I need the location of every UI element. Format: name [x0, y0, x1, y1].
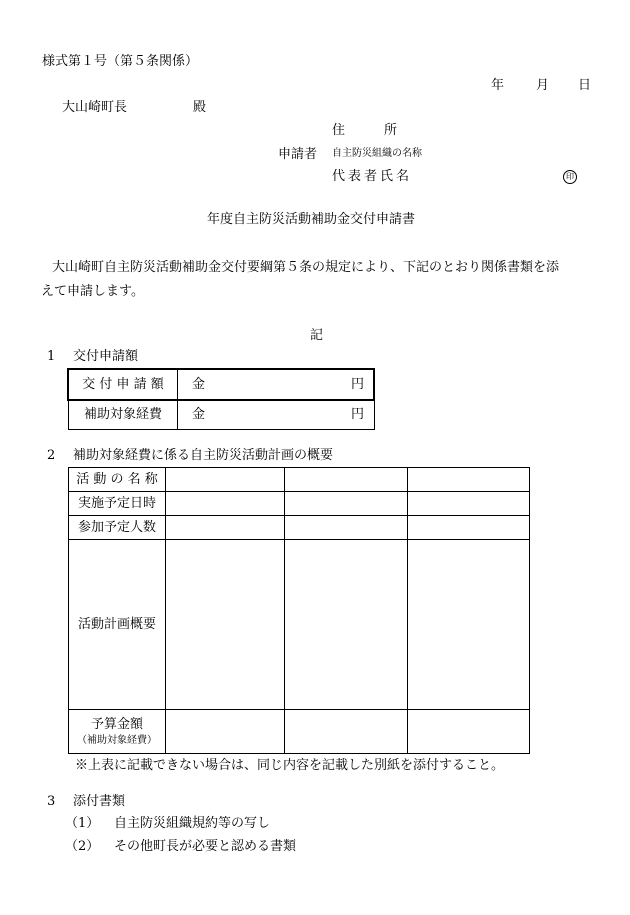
section2-title: 補助対象経費に係る自主防災活動計画の概要 [73, 448, 334, 463]
participants-cell-1[interactable] [166, 516, 285, 540]
activity-name-cell-1[interactable] [166, 468, 285, 492]
amount-unit: 円 [350, 377, 364, 392]
activity-name-cell-3[interactable] [408, 468, 530, 492]
table-row [69, 540, 530, 710]
attachment-1-number: （1） [65, 816, 100, 831]
date-year: 年 [491, 78, 505, 93]
activity-name-cell-2[interactable] [285, 468, 408, 492]
expense-prefix: 金 [192, 407, 206, 422]
participants-cell-2[interactable] [285, 516, 408, 540]
addressee-name: 大山崎町長 [62, 100, 128, 115]
document-title: 年度自主防災活動補助金交付申請書 [207, 212, 416, 227]
section1-title: 交付申請額 [73, 349, 139, 364]
section3-number: 3 [47, 794, 56, 809]
applicant-org-label: 自主防災組織の名称 [332, 148, 422, 159]
budget-cell-1[interactable] [166, 710, 285, 754]
table-note: ※上表に記載できない場合は、同じ内容を記載した別紙を添付すること。 [75, 758, 505, 773]
addressee-honorific: 殿 [193, 100, 207, 115]
plan-summary-cell-3[interactable] [408, 540, 530, 710]
scheduled-date-cell-2[interactable] [285, 492, 408, 516]
expense-unit: 円 [350, 407, 364, 422]
attachment-2-text: その他町長が必要と認める書類 [114, 839, 297, 854]
section3-title: 添付書類 [73, 794, 126, 809]
application-amount-table [68, 369, 375, 430]
section2-number: 2 [47, 448, 56, 463]
scheduled-date-cell-3[interactable] [408, 492, 530, 516]
scheduled-date-cell-1[interactable] [166, 492, 285, 516]
table-row [69, 400, 375, 430]
table-row [69, 492, 530, 516]
table-row [69, 370, 375, 400]
applicant-rep-label: 代表者氏名 [332, 169, 413, 184]
applicant-address-label: 住 所 [332, 123, 398, 138]
budget-cell-3[interactable] [408, 710, 530, 754]
applicant-label: 申請者 [278, 147, 318, 162]
plan-summary-cell-2[interactable] [285, 540, 408, 710]
body-text-line-1: 大山崎町自主防災活動補助金交付要綱第５条の規定により、下記のとおり関係書類を添 [52, 260, 560, 275]
form-number: 様式第１号（第５条関係） [42, 54, 199, 69]
ki-heading: 記 [310, 328, 324, 343]
budget-label-text: 予算金額 [90, 716, 143, 732]
section1-number: 1 [47, 349, 56, 364]
table-row [69, 468, 530, 492]
participants-label: 参加予定人数 [69, 516, 166, 540]
expense-value-cell[interactable] [178, 400, 375, 430]
amount-label-cell: 交 付 申 請 額 [69, 370, 178, 400]
body-text-line-2: えて申請します。 [41, 284, 144, 299]
amount-prefix: 金 [192, 377, 206, 392]
scheduled-date-label: 実施予定日時 [69, 492, 166, 516]
expense-label-cell: 補助対象経費 [69, 400, 178, 430]
plan-summary-cell-1[interactable] [166, 540, 285, 710]
seal-mark: 印 [563, 170, 577, 184]
plan-summary-label: 活動計画概要 [69, 540, 166, 710]
table-row [69, 710, 530, 754]
date-day: 日 [578, 78, 592, 93]
budget-label [69, 710, 166, 754]
activity-plan-table [68, 467, 530, 754]
amount-value-cell[interactable] [178, 370, 375, 400]
table-row [69, 516, 530, 540]
attachment-2-number: （2） [65, 839, 100, 854]
budget-label-note: （補助対象経費） [77, 734, 157, 746]
budget-cell-2[interactable] [285, 710, 408, 754]
date-month: 月 [536, 78, 550, 93]
participants-cell-3[interactable] [408, 516, 530, 540]
activity-name-label: 活 動 の 名 称 [69, 468, 166, 492]
attachment-1-text: 自主防災組織規約等の写し [114, 816, 271, 831]
